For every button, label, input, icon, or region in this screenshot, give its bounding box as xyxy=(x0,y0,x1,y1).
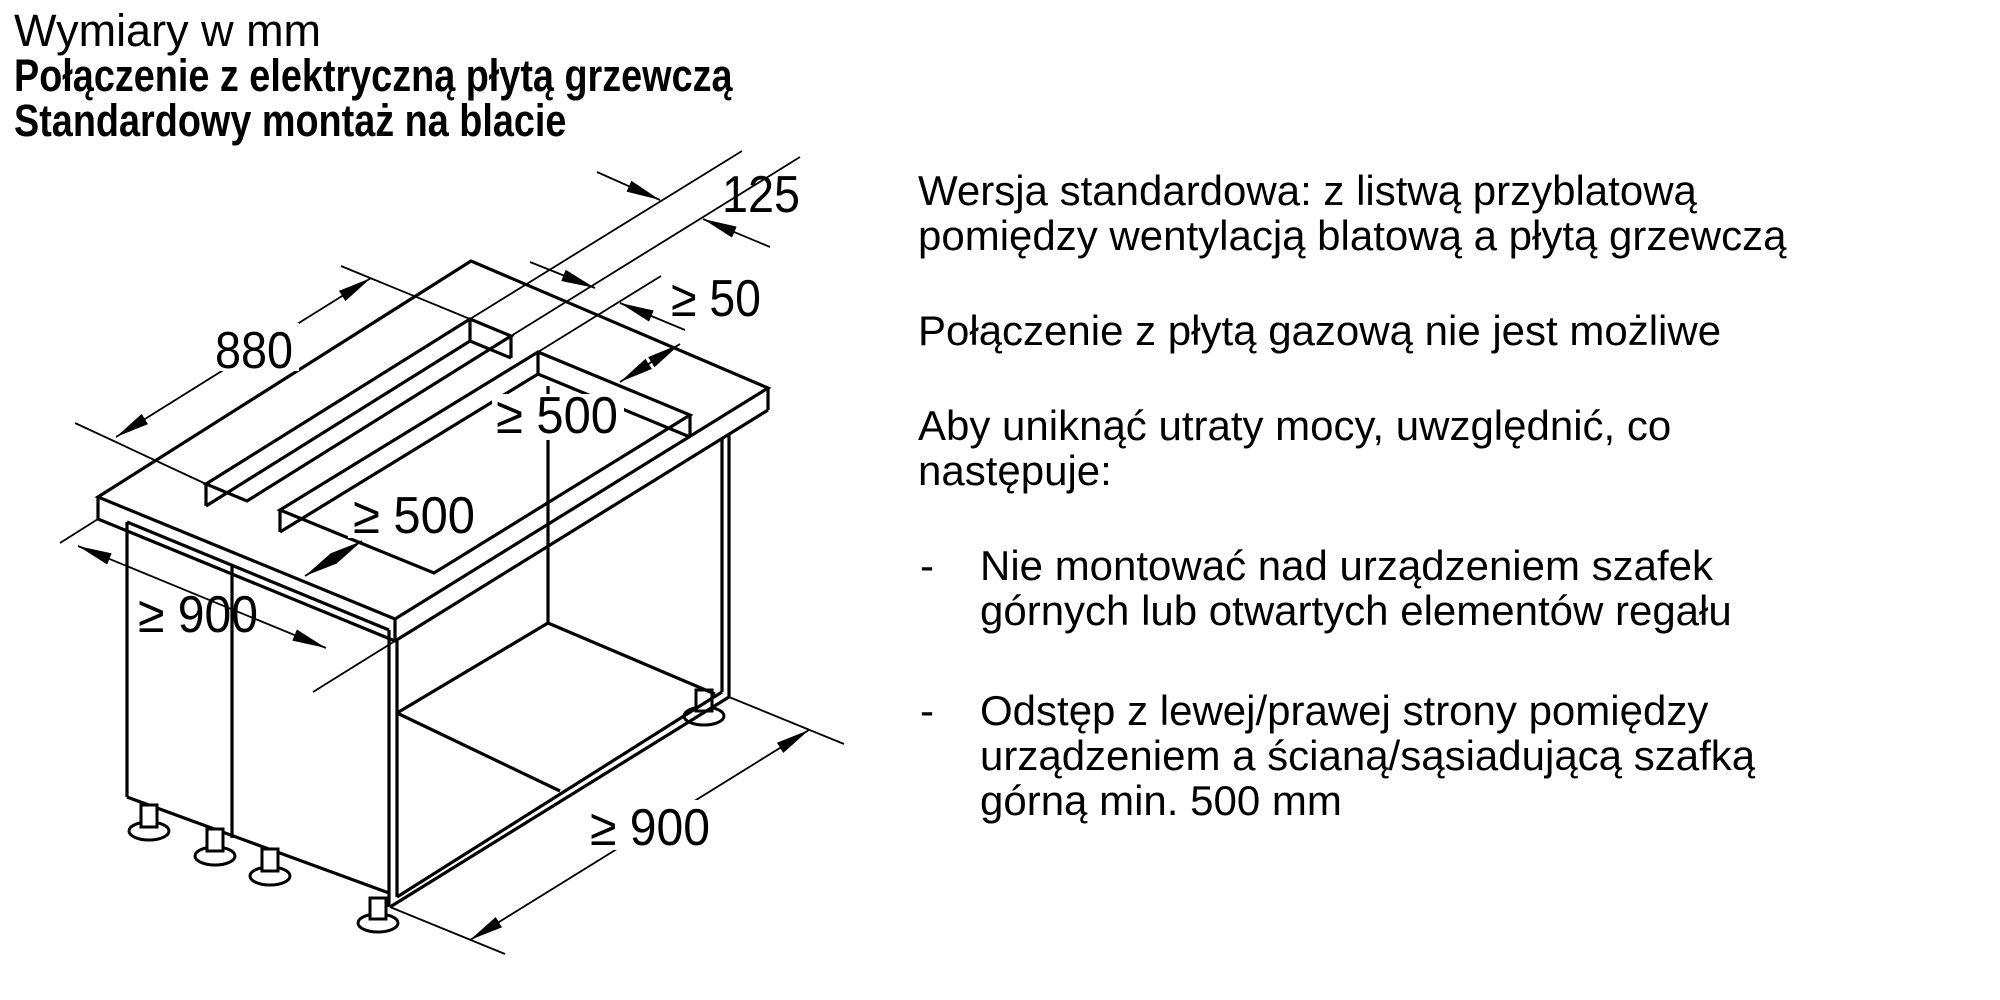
note-line: górnych lub otwartych elementów regału xyxy=(980,587,1732,634)
page-subtitle-mounting: Standardowy montaż na blacie xyxy=(14,95,567,146)
dim-label-slot-length: 880 xyxy=(215,322,293,380)
note-line: Wersja standardowa: z listwą przyblatową xyxy=(918,167,1697,214)
note-line: pomiędzy wentylacją blatową a płytą grzewczą xyxy=(918,212,1787,259)
note-bullet-side-clearance xyxy=(918,688,1988,823)
note-power-loss-intro xyxy=(918,403,1988,493)
ext-line-base-right xyxy=(729,697,844,744)
cabinet-feet xyxy=(129,805,398,932)
dim-arrow-slot-width-left xyxy=(597,172,660,200)
hob-cutout xyxy=(280,352,690,573)
ext-line-slot-front xyxy=(75,423,206,484)
ext-line-base-front xyxy=(390,907,505,954)
dimension-labels xyxy=(138,166,800,857)
dim-line-clearance-front xyxy=(305,541,362,576)
dim-label-worktop-depth: ≥ 900 xyxy=(138,586,258,644)
dim-line-clearance-back xyxy=(620,344,680,382)
dim-label-slot-width: 125 xyxy=(722,166,800,224)
note-line: urządzeniem a ścianą/sąsiadującą szafką xyxy=(980,732,1756,779)
note-standard-version xyxy=(918,168,1988,258)
installation-notes xyxy=(918,168,1988,878)
dim-label-gap-slot-to-hob: ≥ 50 xyxy=(671,270,761,328)
title-block xyxy=(14,5,869,146)
note-line: Odstęp z lewej/prawej strony pomiędzy xyxy=(980,687,1709,734)
worktop-slab xyxy=(98,261,768,641)
bullet-dash: - xyxy=(920,687,934,734)
note-line: Aby uniknąć utraty mocy, uwzględnić, co xyxy=(918,402,1672,449)
dim-label-clearance-front: ≥ 500 xyxy=(353,487,475,545)
ext-line-worktop-left xyxy=(60,519,98,543)
page-title: Połączenie z elektryczną płytą grzewczą xyxy=(14,50,733,101)
ext-line-hob-back-w xyxy=(538,276,661,352)
cabinet-foot-4 xyxy=(358,898,398,932)
bullet-dash: - xyxy=(920,542,934,589)
note-bullet-no-cabinets-above xyxy=(918,543,1988,633)
note-line: Połączenie z płytą gazową nie jest możliwe xyxy=(918,307,1722,354)
dim-label-base-depth: ≥ 900 xyxy=(590,799,710,857)
note-gas-hob xyxy=(918,308,1988,353)
note-line: następuje: xyxy=(918,447,1112,494)
note-line: Nie montować nad urządzeniem szafek xyxy=(980,542,1714,589)
note-line: górną min. 500 mm xyxy=(980,777,1342,824)
cabinet-doors xyxy=(127,522,389,907)
page-subtitle-units: Wymiary w mm xyxy=(14,5,322,56)
dim-label-clearance-back: ≥ 500 xyxy=(496,387,618,445)
